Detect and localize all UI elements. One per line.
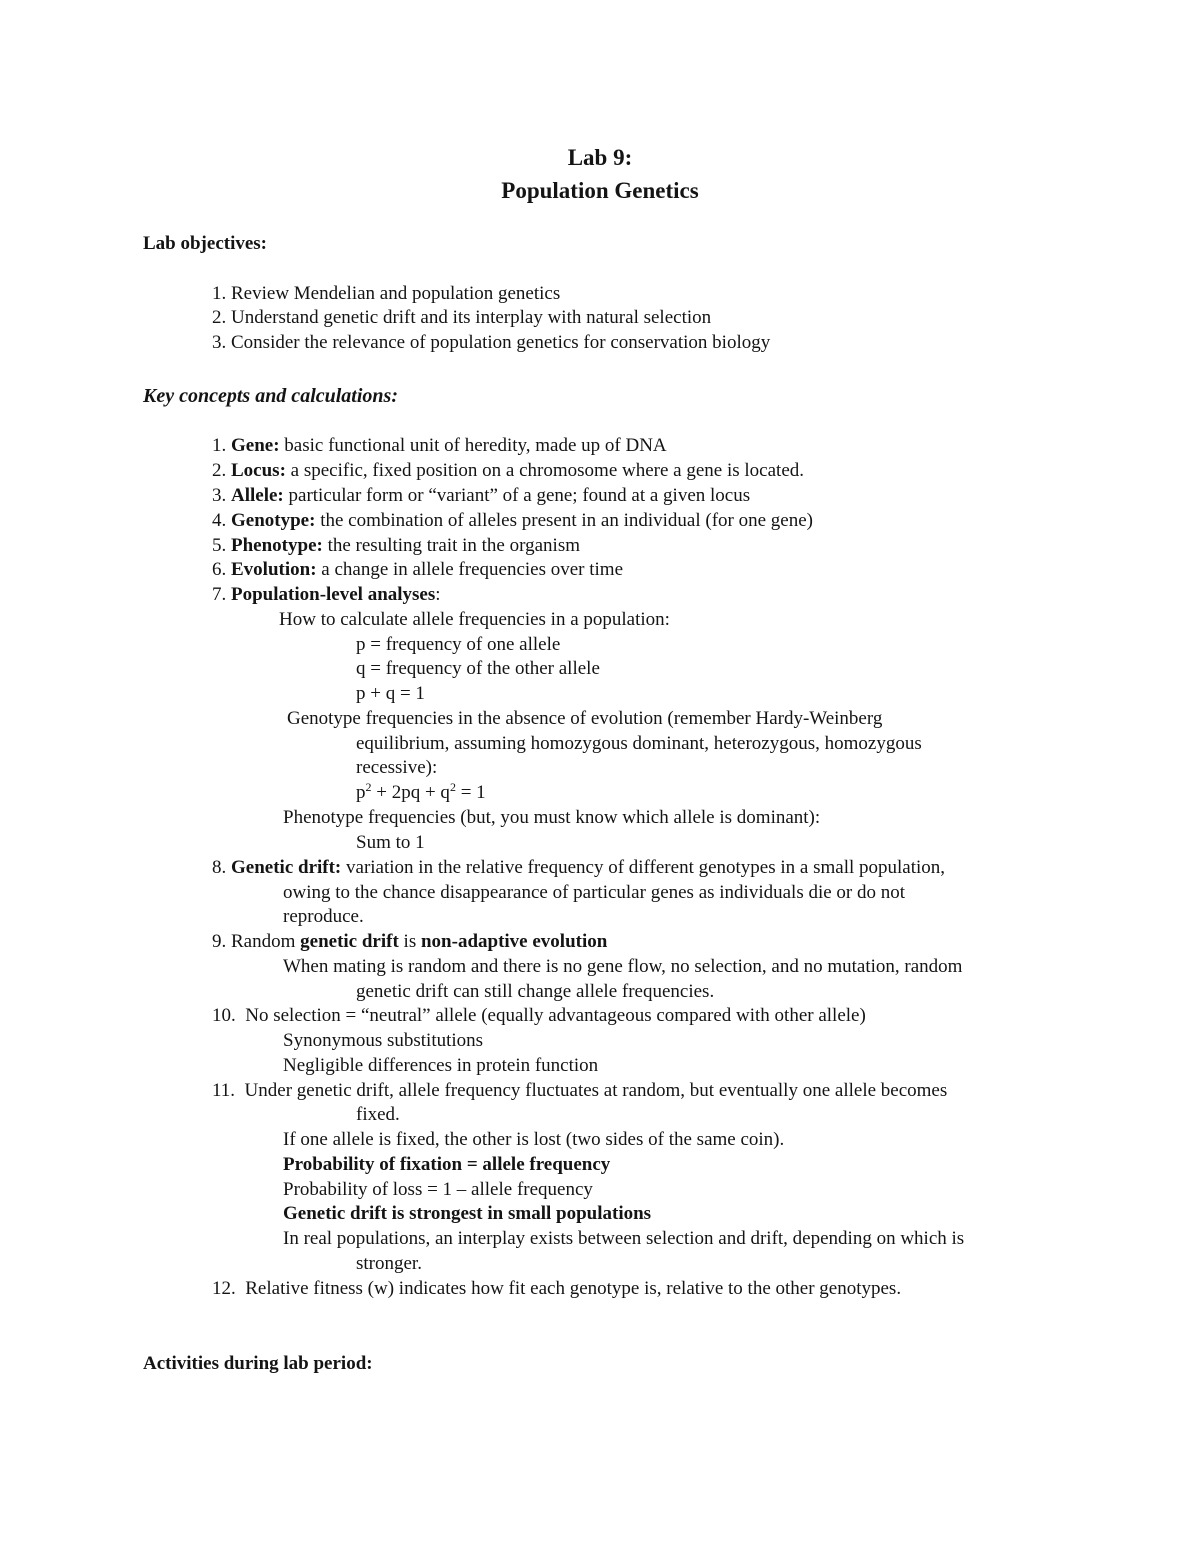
concept-item-allele-fluctuation: 11. Under genetic drift, allele frequency fluctuates at random, but eventually one allele becomes	[212, 1080, 948, 1101]
genetic-drift-cont-2: reproduce.	[283, 906, 364, 927]
random-drift-sub-1: When mating is random and there is no gene flow, no selection, and no mutation, random	[283, 956, 963, 977]
concept-item-relative-fitness: 12. Relative fitness (w) indicates how fit each genotype is, relative to the other genotypes.	[212, 1278, 902, 1299]
fixation-loss-note: If one allele is fixed, the other is lost (two sides of the same coin).	[283, 1129, 785, 1150]
genotype-frequency-cont-2: recessive):	[356, 757, 438, 778]
random-drift-sub-1-cont: genetic drift can still change allele frequencies.	[356, 981, 715, 1002]
concept-item-locus: 2. Locus: a specific, fixed position on a chromosome where a gene is located.	[212, 460, 805, 481]
p-plus-q-equation: p + q = 1	[356, 683, 425, 704]
selection-drift-interplay: In real populations, an interplay exists between selection and drift, depending on which is	[283, 1228, 965, 1249]
concept-item-genetic-drift: 8. Genetic drift: variation in the relative frequency of different genotypes in a small population,	[212, 857, 946, 878]
doc-title-line1: Lab 9:	[567, 145, 633, 170]
probability-of-loss: Probability of loss = 1 – allele frequency	[283, 1179, 593, 1200]
concept-item-random-drift: 9. Random genetic drift is non-adaptive evolution	[212, 931, 608, 952]
concept-item-allele: 3. Allele: particular form or “variant” of a gene; found at a given locus	[212, 485, 751, 506]
concept-item-evolution: 6. Evolution: a change in allele frequencies over time	[212, 559, 624, 580]
neutral-allele-sub-1: Synonymous substitutions	[283, 1030, 484, 1051]
selection-drift-interplay-cont: stronger.	[356, 1253, 422, 1274]
phenotype-sum: Sum to 1	[356, 832, 425, 853]
phenotype-frequency-intro: Phenotype frequencies (but, you must know which allele is dominant):	[283, 807, 821, 828]
genotype-frequency-intro: Genotype frequencies in the absence of evolution (remember Hardy-Weinberg	[287, 708, 883, 729]
calc-intro: How to calculate allele frequencies in a population:	[279, 609, 670, 630]
drift-strongest-note: Genetic drift is strongest in small populations	[283, 1203, 652, 1224]
doc-title-line2: Population Genetics	[501, 178, 699, 203]
objective-item-2: 2. Understand genetic drift and its interplay with natural selection	[212, 307, 712, 328]
neutral-allele-sub-2: Negligible differences in protein function	[283, 1055, 599, 1076]
objective-item-1: 1. Review Mendelian and population genetics	[212, 283, 561, 304]
concept-item-neutral-allele: 10. No selection = “neutral” allele (equally advantageous compared with other allele)	[212, 1005, 866, 1026]
concept-item-genotype: 4. Genotype: the combination of alleles present in an individual (for one gene)	[212, 510, 813, 531]
q-definition: q = frequency of the other allele	[356, 658, 600, 679]
objective-item-3: 3. Consider the relevance of population genetics for conservation biology	[212, 332, 771, 353]
p-definition: p = frequency of one allele	[356, 634, 561, 655]
allele-fluctuation-cont: fixed.	[356, 1104, 400, 1125]
genotype-frequency-cont-1: equilibrium, assuming homozygous dominant, heterozygous, homozygous	[356, 733, 922, 754]
concept-item-population-analyses: 7. Population-level analyses:	[212, 584, 441, 605]
objectives-heading: Lab objectives:	[143, 233, 268, 254]
probability-of-fixation: Probability of fixation = allele frequency	[283, 1154, 611, 1175]
activities-heading: Activities during lab period:	[143, 1353, 373, 1374]
genetic-drift-cont-1: owing to the chance disappearance of particular genes as individuals die or do not	[283, 882, 906, 903]
hardy-weinberg-equation: $p^2 + 2pq + q^2 = 1$	[356, 780, 486, 803]
concept-item-gene: 1. Gene: basic functional unit of heredity, made up of DNA	[212, 435, 667, 456]
concept-item-phenotype: 5. Phenotype: the resulting trait in the organism	[212, 535, 580, 556]
concepts-heading: Key concepts and calculations:	[143, 385, 398, 407]
